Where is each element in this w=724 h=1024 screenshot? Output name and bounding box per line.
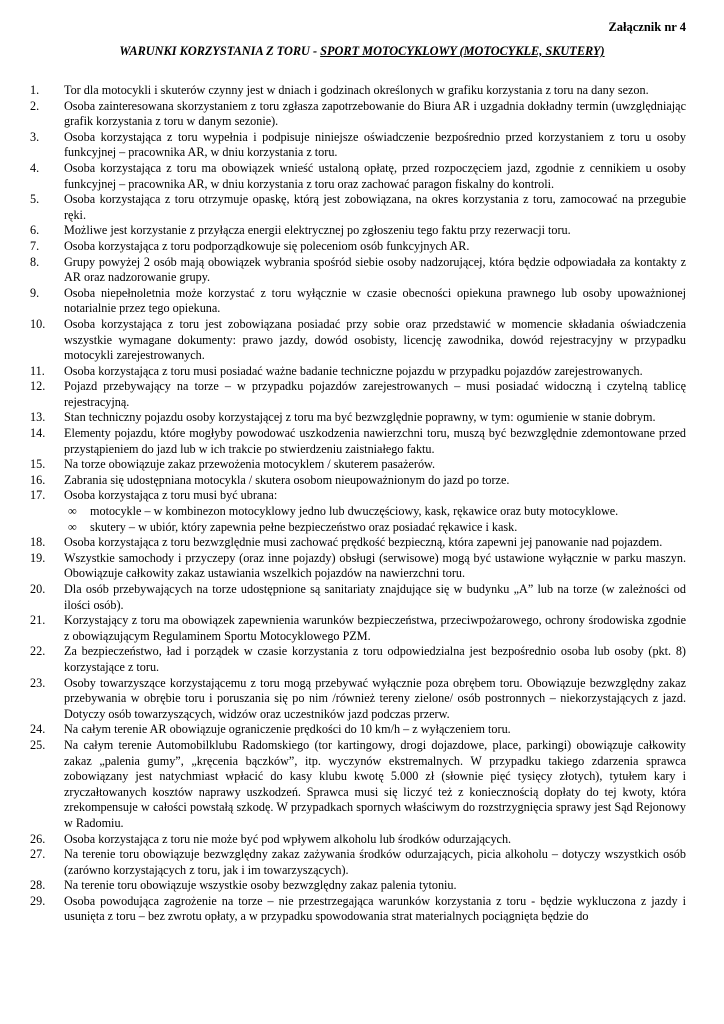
rule-text: Osoba korzystająca z toru musi być ubrana:: [64, 488, 278, 503]
rule-item: [0, 722, 724, 738]
rule-number: 4.: [30, 160, 40, 175]
rule-text: Osoba korzystająca z toru ma obowiązek wnieść ustaloną opłatę, przed rozpoczęciem jazd, zgodnie z cennikiem u osoby funkcyjnej – pracownika AR, w dniu korzystania z toru oraz zachować paragon fiskalny do kontroli.: [64, 160, 686, 191]
rule-subitem-text: skutery – w ubiór, który zapewnia pełne bezpieczeństwo oraz posiadać rękawice i kask.: [90, 519, 518, 534]
rule-item: [0, 364, 724, 380]
rule-item: [0, 255, 724, 286]
rule-text: Osoba zainteresowana skorzystaniem z toru zgłasza zapotrzebowanie do Biura AR i uzgadnia dokładny termin (uwzględniając grafik korzystania z toru w danym sezonie).: [64, 98, 686, 129]
rule-item: [0, 161, 724, 192]
rule-item: [0, 239, 724, 255]
rule-number: 23.: [30, 675, 46, 690]
rule-number: 12.: [30, 379, 46, 394]
rule-number: 27.: [30, 847, 46, 862]
rule-number: 22.: [30, 644, 46, 659]
rule-item: [0, 457, 724, 473]
rule-item: [0, 286, 724, 317]
rule-text: Grupy powyżej 2 osób mają obowiązek wybrania spośród siebie osoby nadzorującej, która będzie odpowiadała za kontakty z AR oraz nadzorowanie grupy.: [64, 254, 686, 285]
rule-item: [0, 223, 724, 239]
rule-text: Osoba korzystająca z toru musi posiadać ważne badanie techniczne pojazdu w przypadku pojazdów zarejestrowanych.: [64, 363, 643, 378]
document-title: [0, 44, 724, 60]
rule-number: 6.: [30, 223, 40, 238]
rule-item: [0, 894, 724, 925]
rule-item: [0, 644, 724, 675]
rule-text: Na całym terenie AR obowiązuje ograniczenie prędkości do 10 km/h – z wyłączeniem toru.: [64, 722, 511, 737]
rule-item: [0, 535, 724, 551]
rule-number: 1.: [30, 83, 40, 97]
rule-item: [0, 582, 724, 613]
rule-item: [0, 832, 724, 848]
rule-number: 13.: [30, 410, 46, 425]
rule-text: Osoba korzystająca z toru otrzymuje opaskę, którą jest zobowiązana, na okres korzystania z toru, zamocować na przegubie ręki.: [64, 192, 686, 222]
rule-item: [0, 410, 724, 426]
rule-number: 28.: [30, 878, 46, 893]
rules-list: [0, 83, 724, 925]
rule-number: 14.: [30, 426, 46, 441]
title-main: WARUNKI KORZYSTANIA Z TORU -: [119, 44, 321, 58]
rule-number: 8.: [30, 254, 40, 269]
rule-text: Tor dla motocykli i skuterów czynny jest w dniach i godzinach określonych w grafiku korzystania z toru na dany sezon.: [64, 83, 649, 97]
rule-item: [0, 847, 724, 878]
rule-item: [0, 317, 724, 364]
rule-item: [0, 613, 724, 644]
rule-text: Osoba korzystająca z toru nie może być pod wpływem alkoholu lub środków odurzających.: [64, 831, 512, 846]
rule-number: 11.: [30, 363, 45, 378]
rule-text: Osoba niepełnoletnia może korzystać z toru wyłącznie w czasie obecności opiekuna prawnego lub osoby upoważnionej notarialnie przez tego opiekuna.: [64, 285, 686, 316]
rule-item: [0, 551, 724, 582]
rule-number: 26.: [30, 831, 46, 846]
rule-number: 18.: [30, 535, 46, 550]
rule-subitem-text: motocykle – w kombinezon motocyklowy jedno lub dwuczęściowy, kask, rękawice oraz buty motocyklowe.: [90, 504, 619, 519]
rule-number: 15.: [30, 457, 46, 472]
rule-item: [0, 738, 724, 832]
title-subject: SPORT MOTOCYKLOWY (MOTOCYKLE, SKUTERY): [320, 44, 605, 58]
infinity-bullet-icon: ∞: [68, 519, 77, 534]
rule-number: 29.: [30, 893, 46, 908]
rule-text: Dla osób przebywających na torze udostępnione są sanitariaty znajdujące się w budynku „A” lub na torze (w zależności od ilości osób).: [64, 582, 686, 612]
rule-text: Na całym terenie Automobilklubu Radomskiego (tor kartingowy, drogi dojazdowe, place, parkingi) obowiązuje całkowity zakaz „palenia gumy”, „kręcenia bączków”, itp. wyczynów ekstremalnych. W przypadku takiego zdarzenia sprawca zobowiązany jest natychmiast wpłacić do kasy klubu kwotę 5.000 zł (słownie pięć tysięcy złotych), tytułem kary i zryczałtowanych kosztów naprawy uszkodzeń. Sprawca musi się liczyć też z koniecznością dopłaty do tej kwoty, która zrekompensuje w całości powstałą szkodę. W przypadkach spornych właściwym do rozstrzygnięcia sprawy jest Sąd Rejonowy w Radomiu.: [64, 737, 686, 830]
rule-item: [0, 99, 724, 130]
rule-text: Osoba korzystająca z toru bezwzględnie musi zachować prędkość bezpieczną, która zapewni jej panowanie nad pojazdem.: [64, 535, 663, 550]
rule-number: 19.: [30, 550, 46, 565]
rule-text: Elementy pojazdu, które mogłyby powodować uszkodzenia nawierzchni toru, muszą być bezwzględnie zdemontowane przed przystąpieniem do jazd lub w ich trakcie po stwierdzeniu zaistniałego faktu.: [64, 426, 686, 456]
rule-subitems: [64, 504, 686, 535]
annex-label: Załącznik nr 4: [608, 20, 686, 34]
rule-text: Wszystkie samochody i przyczepy (oraz inne pojazdy) obsługi (serwisowe) mogą być ustawione wyłącznie w parku maszyn. Obowiązuje całkowity zakaz ustawiania wszelkich pojazdów na nawierzchni toru.: [64, 550, 686, 581]
rule-text: Za bezpieczeństwo, ład i porządek w czasie korzystania z toru odpowiedzialna jest bezpośrednio osoba lub osoby (pkt. 8) korzystające z toru.: [64, 644, 686, 674]
rule-item: [0, 473, 724, 489]
rule-text: Osoba powodująca zagrożenie na torze – nie przestrzegająca warunków korzystania z toru - będzie wykluczona z jazdy i usunięta z toru – bez zwrotu opłaty, a w przypadku spowodowania strat materialnych pociągnięta będzie do: [64, 893, 686, 924]
rule-item: [0, 130, 724, 161]
rule-item: [0, 878, 724, 894]
rule-text: Na terenie toru obowiązuje wszystkie osoby bezwzględny zakaz palenia tytoniu.: [64, 878, 457, 893]
rule-number: 17.: [30, 488, 46, 503]
rule-text: Na terenie toru obowiązuje bezwzględny zakaz zażywania środków odurzających, picia alkoholu – dotyczy wszystkich osób (zarówno korzystających z toru, jak i im towarzyszących).: [64, 847, 686, 877]
rule-text: Stan techniczny pojazdu osoby korzystającej z toru ma być bezwzględnie poprawny, w tym: ogumienie w stanie dobrym.: [64, 410, 656, 425]
rule-number: 24.: [30, 722, 46, 737]
rule-text: Osoby towarzyszące korzystającemu z toru mogą przebywać wyłącznie poza obrębem toru. Obowiązuje bezwzględny zakaz przebywania w obrębie toru i poruszania się po nim /również tereny zielone/ osób postronnych – niekorzystających z jazd. Dotyczy osób towarzyszących, widzów oraz uczestników jazd podczas przerw.: [64, 675, 686, 721]
rule-item: [0, 192, 724, 223]
infinity-bullet-icon: ∞: [68, 504, 77, 519]
rule-number: 3.: [30, 129, 40, 144]
rule-text: Na torze obowiązuje zakaz przewożenia motocyklem / skuterem pasażerów.: [64, 457, 436, 472]
rule-text: Osoba korzystająca z toru jest zobowiązana posiadać przy sobie oraz przedstawić w momencie składania oświadczenia wszystkie wymagane dokumenty: prawo jazdy, dowód osobisty, licencję zawodnika, dowód rejestracyjny w przypadku motocykli zarejestrowanych.: [64, 316, 686, 363]
rule-text: Korzystający z toru ma obowiązek zapewnienia warunków bezpieczeństwa, przeciwpożarowego, ochrony środowiska zgodnie z obowiązującym Regulaminem Sportu Motocyklowego PZM.: [64, 613, 686, 643]
rule-number: 25.: [30, 737, 46, 752]
rule-text: Możliwe jest korzystanie z przyłącza energii elektrycznej po zgłoszeniu tego faktu przy rezerwacji toru.: [64, 223, 571, 238]
rule-number: 16.: [30, 472, 46, 487]
rule-number: 10.: [30, 316, 46, 331]
rule-item: [0, 83, 724, 99]
rule-subitem: [64, 520, 686, 536]
rule-number: 5.: [30, 192, 40, 207]
rule-text: Zabrania się udostępniana motocykla / skutera osobom nieupoważnionym do jazd po torze.: [64, 472, 510, 487]
rule-text: Osoba korzystająca z toru podporządkowuje się poleceniom osób funkcyjnych AR.: [64, 238, 470, 253]
rule-number: 7.: [30, 238, 40, 253]
rule-number: 21.: [30, 613, 46, 628]
rule-number: 2.: [30, 98, 40, 113]
rule-text: Pojazd przebywający na torze – w przypadku pojazdów zarejestrowanych – musi posiadać widoczną i czytelną tablicę rejestracyjną.: [64, 379, 686, 409]
rule-number: 9.: [30, 285, 40, 300]
rule-item: [0, 379, 724, 410]
rule-item: [0, 676, 724, 723]
rule-item: [0, 426, 724, 457]
rule-subitem: [64, 504, 686, 520]
rule-number: 20.: [30, 582, 46, 596]
rule-text: Osoba korzystająca z toru wypełnia i podpisuje niniejsze oświadczenie bezpośrednio przed korzystaniem z toru u osoby funkcyjnej – pracownika AR, w dniu korzystania z toru.: [64, 129, 686, 160]
rule-item: [0, 488, 724, 535]
